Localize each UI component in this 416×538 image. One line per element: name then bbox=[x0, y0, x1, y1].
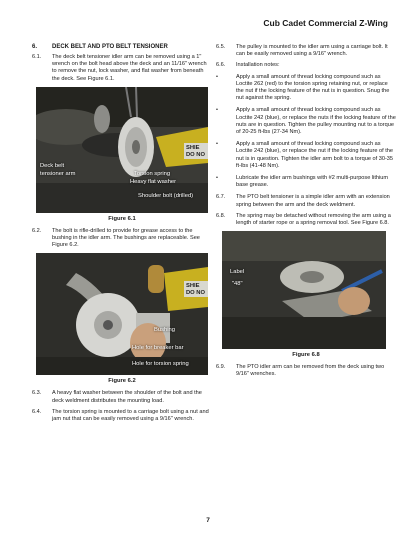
paragraph-6-2 bbox=[32, 228, 212, 250]
label-label-value: "48" bbox=[232, 281, 243, 288]
left-column bbox=[32, 44, 212, 427]
decal-text-1: SHIE bbox=[186, 144, 200, 151]
figure-6-8-photo bbox=[222, 231, 386, 349]
paragraph-number: 6.5. bbox=[216, 44, 226, 50]
installation-note bbox=[216, 175, 396, 189]
installation-note bbox=[216, 141, 396, 170]
note-text: Lubricate the idler arm bushings with #2 multi-purpose lithium base grease. bbox=[236, 175, 389, 189]
paragraph-6-9 bbox=[216, 364, 396, 378]
figure-6-2-illustration bbox=[36, 253, 208, 375]
label-label-word: Label bbox=[230, 269, 245, 276]
label-heavy-flat-washer: Heavy flat washer bbox=[130, 178, 177, 185]
figure-6-2-caption: Figure 6.2 bbox=[108, 378, 136, 385]
figure-6-1-photo bbox=[36, 87, 208, 213]
right-column bbox=[216, 44, 396, 383]
paragraph-text: Installation notes: bbox=[236, 62, 280, 69]
label-deck-belt: Deck belt bbox=[40, 162, 65, 169]
section-heading bbox=[32, 44, 212, 50]
section-title: DECK BELT AND PTO BELT TENSIONER bbox=[52, 44, 168, 50]
note-text: Apply a small amount of thread locking compound such as Loctite 262 (red) to the torsion spring retaining nut, or replace the nut if the locking feature of the nut is in question. Snug the nut against the spring. bbox=[236, 73, 390, 102]
label-tensioner-arm: tensioner arm bbox=[40, 170, 76, 177]
paragraph-text: The bolt is rifle-drilled to provide for grease access to the bushing in the idler arm. The bushings are replaceable. See Figure 6.2. bbox=[52, 227, 200, 249]
decal-text-2: DO NO bbox=[186, 290, 206, 297]
paragraph-6-3 bbox=[32, 390, 212, 404]
paragraph-6-8 bbox=[216, 213, 396, 227]
figure-6-2-photo bbox=[36, 253, 208, 375]
paragraph-6-5 bbox=[216, 44, 396, 58]
paragraph-text: The torsion spring is mounted to a carriage bolt using a nut and jam nut that can be easily removed using a 9/16" wrench. bbox=[52, 408, 209, 423]
paragraph-number: 6.8. bbox=[216, 212, 226, 219]
decal-text-2: DO NO bbox=[186, 151, 206, 158]
section-number: 6. bbox=[32, 44, 38, 50]
bullet-marker: • bbox=[216, 175, 218, 182]
figure-6-1-caption: Figure 6.1 bbox=[108, 215, 136, 222]
note-text: Apply a small amount of thread locking compound such as Loctite 242 (blue), or replace the nuts if the locking feature of the nuts are in question. Tighten the pulley mounting nut to a torque of 20-25 ft-lbs (27-34 Nm). bbox=[236, 107, 396, 136]
paragraph-text: A heavy flat washer between the shoulder of the bolt and the deck weldment distributes the mounting load. bbox=[52, 390, 202, 404]
paragraph-6-4 bbox=[32, 409, 212, 423]
paragraph-text: The PTO idler arm can be removed from the deck using two 9/16" wrenches. bbox=[236, 364, 385, 378]
bullet-marker: • bbox=[216, 141, 218, 148]
paragraph-number: 6.9. bbox=[216, 364, 226, 371]
label-hole-breaker-bar: Hole for breaker bar bbox=[132, 345, 184, 352]
paragraph-6-7 bbox=[216, 194, 396, 208]
page-header-title: Cub Cadet Commercial Z-Wing bbox=[263, 18, 388, 28]
paragraph-6-6 bbox=[216, 62, 396, 69]
paragraph-number: 6.3. bbox=[32, 390, 42, 397]
paragraph-number: 6.4. bbox=[32, 408, 42, 415]
label-bushing: Bushing bbox=[154, 327, 175, 334]
paragraph-text: The pulley is mounted to the idler arm using a carriage bolt. It can be easily removed using a 9/16" wrench. bbox=[236, 44, 388, 58]
label-hole-torsion-spring: Hole for torsion spring bbox=[132, 361, 189, 368]
label-shoulder-bolt: Shoulder bolt (drilled) bbox=[138, 192, 194, 199]
paragraph-number: 6.1. bbox=[32, 54, 42, 60]
paragraph-text: The spring may be detached without removing the arm using a length of starter rope or a spring removal tool. See Figure 6.8. bbox=[236, 212, 391, 227]
figure-6-8-illustration bbox=[222, 231, 386, 349]
paragraph-text: The PTO belt tensioner is a simple idler arm with an extension spring between the arm and the deck weldment. bbox=[236, 194, 390, 208]
bullet-marker: • bbox=[216, 107, 218, 114]
bullet-marker: • bbox=[216, 73, 218, 80]
paragraph-6-1 bbox=[32, 54, 212, 83]
paragraph-number: 6.2. bbox=[32, 227, 42, 234]
figure-6-8-caption: Figure 6.8 bbox=[292, 352, 320, 359]
paragraph-number: 6.6. bbox=[216, 62, 226, 69]
page-number: 7 bbox=[206, 517, 210, 524]
installation-note bbox=[216, 74, 396, 103]
label-torsion-spring: Torsion spring bbox=[134, 170, 171, 177]
installation-note bbox=[216, 107, 396, 136]
decal-text-1: SHIE bbox=[186, 283, 200, 290]
paragraph-number: 6.7. bbox=[216, 194, 226, 201]
note-text: Apply a small amount of thread locking compound such as Loctite 242 (blue), or replace the nut if the locking feature of the nut is in question. Tighten the idler arm bolt to a torque of 30-35 ft-lbs (41-48 Nm). bbox=[236, 141, 394, 169]
paragraph-text: The deck belt tensioner idler arm can be removed using a 1" wrench on the bolt head above the deck and an 11/16" wrench to remove the nut, lock washer, and flat washer from beneath the deck. See Figure 6.1. bbox=[52, 54, 207, 82]
